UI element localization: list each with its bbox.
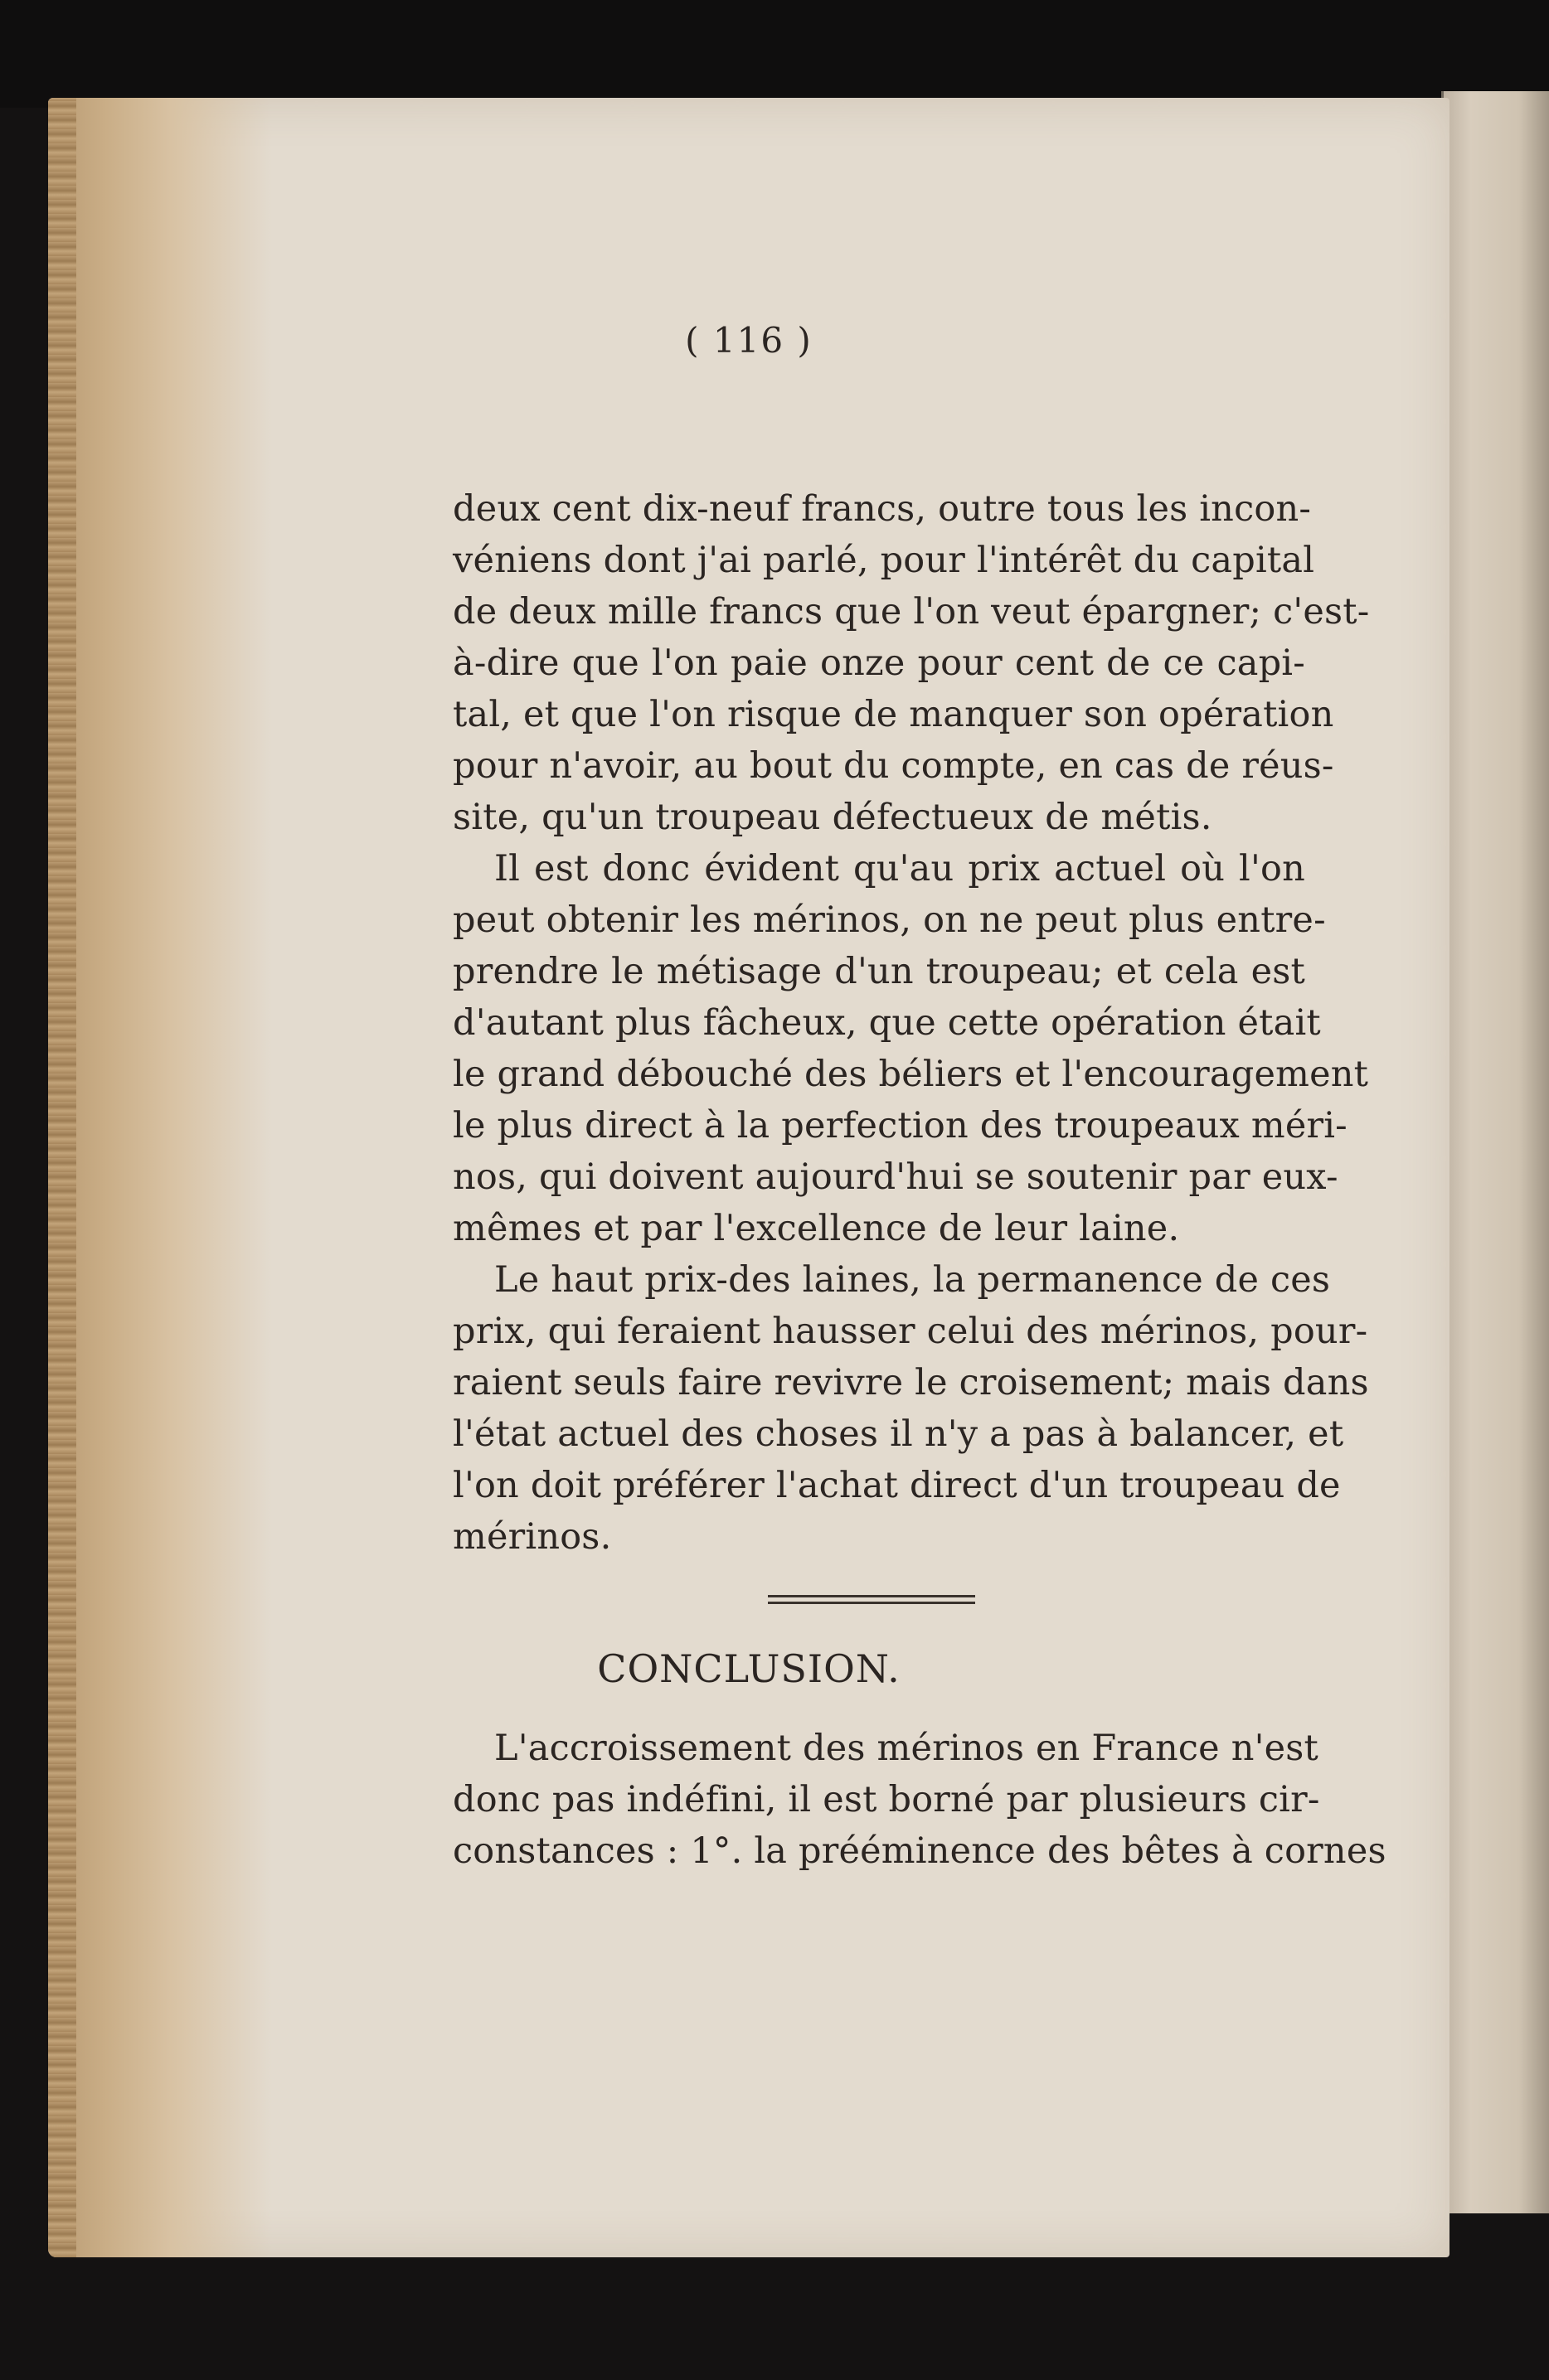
section-rule-top — [768, 1595, 975, 1597]
text-line: véniens dont j'ai parlé, pour l'intérêt du capital — [453, 540, 1315, 581]
paragraph-first-line: Il est donc évident qu'au prix actuel où l'on — [494, 848, 1305, 889]
text-line: mérinos. — [453, 1516, 612, 1558]
text-line: donc pas indéfini, il est borné par plusieurs cir- — [453, 1779, 1320, 1820]
section-heading: CONCLUSION. — [597, 1646, 901, 1691]
text-line: l'on doit préférer l'achat direct d'un troupeau de — [453, 1465, 1341, 1506]
text-line: constances : 1°. la prééminence des bêtes à cornes — [453, 1830, 1386, 1872]
text-line: le plus direct à la perfection des troupeaux méri- — [453, 1105, 1347, 1146]
text-line: peut obtenir les mérinos, on ne peut plus entre- — [453, 899, 1326, 941]
text-line: le grand débouché des béliers et l'encouragement — [453, 1054, 1369, 1095]
text-line: deux cent dix-neuf francs, outre tous les incon- — [453, 488, 1312, 530]
text-line: l'état actuel des choses il n'y a pas à balancer, et — [453, 1413, 1344, 1455]
background-top — [0, 0, 1549, 108]
book-page — [48, 98, 1449, 2257]
page-text — [48, 98, 1449, 2257]
section-rule-bottom — [768, 1602, 975, 1604]
text-line: raient seuls faire revivre le croisement; mais dans — [453, 1362, 1369, 1403]
text-line: prendre le métisage d'un troupeau; et cela est — [453, 951, 1305, 992]
paragraph-first-line: L'accroissement des mérinos en France n'est — [494, 1728, 1319, 1769]
text-line: prix, qui feraient hausser celui des mérinos, pour- — [453, 1311, 1368, 1352]
paragraph-first-line: Le haut prix-des laines, la permanence de ces — [494, 1259, 1331, 1301]
text-line: nos, qui doivent aujourd'hui se soutenir par eux- — [453, 1156, 1338, 1198]
text-line: de deux mille francs que l'on veut épargner; c'est- — [453, 591, 1370, 633]
text-line: site, qu'un troupeau défectueux de métis. — [453, 797, 1212, 838]
page-number: ( 116 ) — [685, 320, 813, 361]
text-line: tal, et que l'on risque de manquer son opération — [453, 694, 1334, 735]
text-line: mêmes et par l'excellence de leur laine. — [453, 1208, 1180, 1249]
text-line: d'autant plus fâcheux, que cette opération était — [453, 1002, 1321, 1044]
text-line: à-dire que l'on paie onze pour cent de ce capi- — [453, 642, 1305, 684]
next-page-edge — [1441, 91, 1549, 2213]
text-line: pour n'avoir, au bout du compte, en cas de réus- — [453, 745, 1334, 787]
